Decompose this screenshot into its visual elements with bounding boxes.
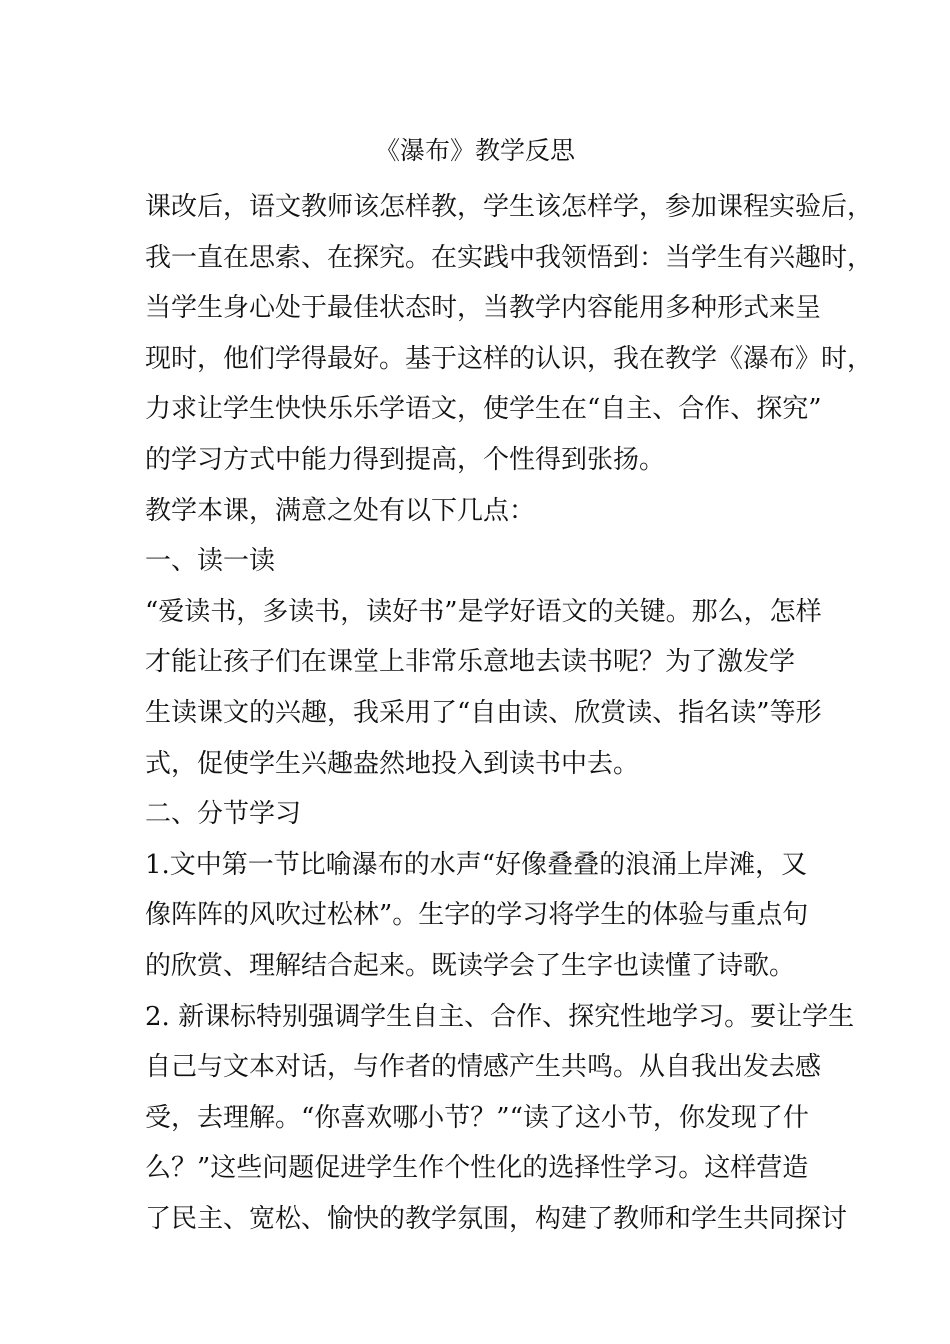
text-line: 当学生身心处于最佳状态时，当教学内容能用多种形式来呈 xyxy=(145,293,822,324)
text-line: 受，去理解。“你喜欢哪小节？”“读了这小节，你发现了什 xyxy=(145,1102,809,1133)
text-line: 1.文中第一节比喻瀑布的水声“好像叠叠的浪涌上岸滩，又 xyxy=(145,849,808,880)
text-line: 像阵阵的风吹过松林”。生字的学习将学生的体验与重点句 xyxy=(145,900,809,931)
document-body xyxy=(145,182,874,1244)
text-line: 我一直在思索、在探究。在实践中我领悟到：当学生有兴趣时， xyxy=(145,242,874,273)
text-line: 教学本课，满意之处有以下几点： xyxy=(145,495,536,526)
text-line: 课改后，语文教师该怎样教，学生该怎样学，参加课程实验后， xyxy=(145,192,874,222)
text-line: 现时，他们学得最好。基于这样的认识，我在教学《瀑布》时， xyxy=(145,343,874,374)
text-line: 力求让学生快快乐乐学语文，使学生在“自主、合作、探究” xyxy=(145,394,822,425)
text-line: “爱读书，多读书，读好书”是学好语文的关键。那么，怎样 xyxy=(145,596,822,627)
text-line: 的欣赏、理解结合起来。既读学会了生字也读懂了诗歌。 xyxy=(145,950,796,981)
text-line: 生读课文的兴趣，我采用了“自由读、欣赏读、指名读”等形 xyxy=(145,697,822,728)
section-heading: 一、读一读 xyxy=(145,546,276,577)
text-line: 么？”这些问题促进学生作个性化的选择性学习。这样营造 xyxy=(145,1153,809,1184)
text-line: 才能让孩子们在课堂上非常乐意地去读书呢？为了激发学 xyxy=(145,647,796,678)
text-line: 2. 新课标特别强调学生自主、合作、探究性地学习。要让学生 xyxy=(145,1001,855,1032)
text-line: 了民主、宽松、愉快的教学氛围，构建了教师和学生共同探讨 xyxy=(145,1203,848,1234)
text-line: 的学习方式中能力得到提高，个性得到张扬。 xyxy=(145,444,666,475)
text-line: 式，促使学生兴趣盎然地投入到读书中去。 xyxy=(145,748,640,779)
text-line: 自己与文本对话，与作者的情感产生共鸣。从自我出发去感 xyxy=(145,1052,822,1083)
document-title: 《瀑布》教学反思 xyxy=(374,136,575,165)
section-heading: 二、分节学习 xyxy=(145,799,302,830)
